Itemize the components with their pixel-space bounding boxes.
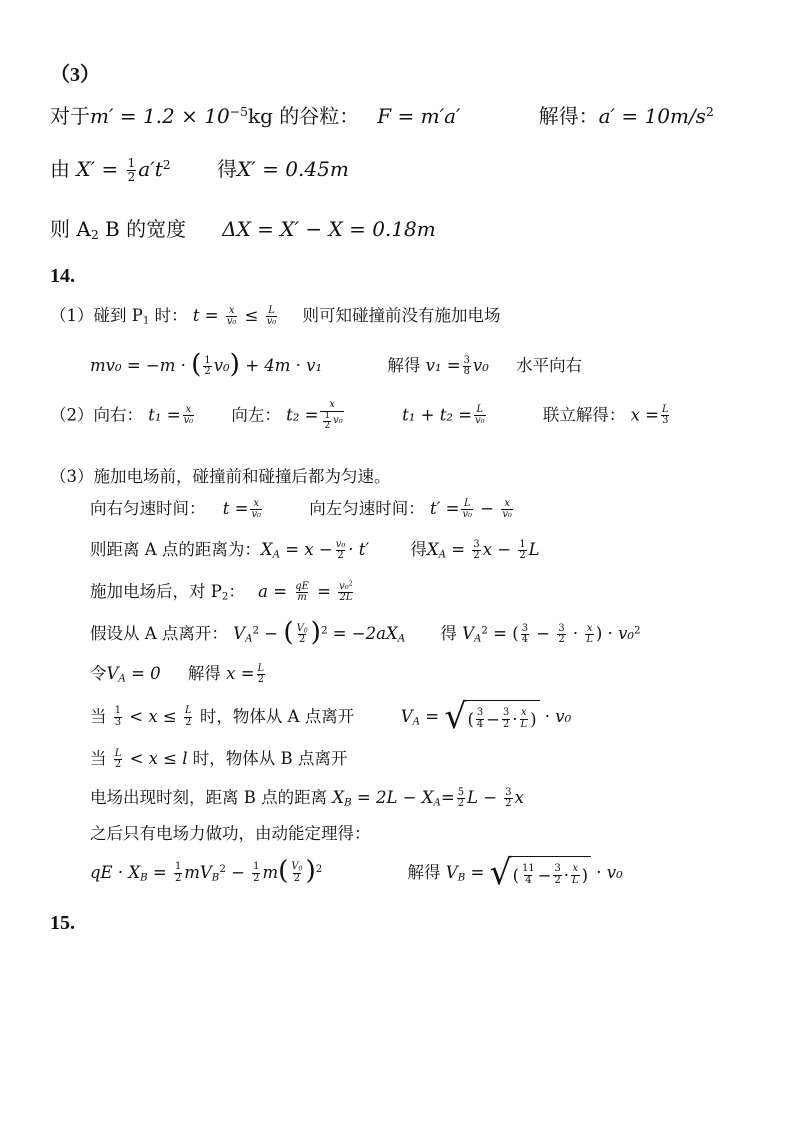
q15-number: 15. [50, 912, 75, 934]
part3-heading: （3） [50, 64, 100, 86]
q14-p1-line1: （1）碰到 $P_1$ 时： t = $\frac{x}{\text{v₀}}$ ≤ $\frac{L}{\text{v₀}}$ 则可知碰撞前没有施加电场 [50, 304, 501, 327]
q14-p3-line5: 假设从 A 点离开： $V_A^2$ − ( $\frac{V_0}{2}$ )$^2 = -2aX_A$ 得 $V_A^2$ = ( $\frac{3}{4}$ − $\frac{3}{2}$ · $\frac{x}{L}$ ) · v₀$^2$ [90, 616, 641, 648]
q14-p3-line6: 令$V_A = 0$ 解得 x = $\frac{L}{2}$ [90, 662, 265, 685]
q14-p3-line4: 施加电场后，对 $P_2$： a = $\frac{qE}{m}$ = $\frac{v_0^2}{2L}$ [90, 580, 353, 603]
q14-p3-line7: 当 $\frac{1}{3}$ < x ≤ $\frac{L}{2}$ 时，物体从 A 点离开 $V_A$ = √ ( 3 4 − 3 2 · x L ) · v₀ [90, 697, 572, 737]
q14-p3-line1: （3）施加电场前，碰撞前和碰撞后都为匀速。 [50, 467, 391, 486]
q14-p1-line2: mv₀ = −m · ( $\frac{1}{2}$ v₀) + 4m · v₁ 解得 v₁ = $\frac{3}{8}$ v₀ 水平向右 [90, 348, 583, 380]
part3-line1: 对于$m' = 1.2 \times 10^{-5}kg$ 的谷粒： F = m′a′ 解得：$a' = 10m/s^2$ [50, 104, 714, 128]
q14-p3-line8: 当 $\frac{L}{2}$ < x ≤ l 时，物体从 B 点离开 [90, 747, 348, 770]
part3-line2: 由 X′ = $\frac{1}{2}$ $a't^2$ 得X′ = 0.45m [50, 156, 349, 184]
q14-p3-line11: qE · $X_B$ = $\frac{1}{2}$ $mV_B^2$ − $\frac{1}{2}$ m( $\frac{V_0}{2}$ )$^2$ 解得 $V_B$ = √ ( 11 4 − 3 2 · x L ) · v₀ [90, 853, 623, 893]
part3-line3: 则 $A_2$ B 的宽度 ΔX = X′ − X = 0.18m [50, 217, 436, 243]
q14-number: 14. [50, 265, 75, 287]
q14-p2-line: （2）向右： t₁ = $\frac{x}{\text{v₀}}$ 向左： t₂ = x 1 2 v₀ t₁ + t₂ = $\frac{L}{\text{v₀}}$ 联立解得： x = $\frac{L}{3}$ [50, 399, 669, 432]
q14-p3-line3: 则距离 A 点的距离为：$X_A = x$ − $\frac{\text{v₀}}{2}$ · t′ 得$X_A$ = $\frac{3}{2}$ x − $\frac{1}{2}$ L [90, 538, 540, 561]
q14-p3-line10: 之后只有电场力做功，由动能定理得： [90, 824, 371, 843]
q14-p3-line9: 电场出现时刻，距离 B 点的距离 $X_B = 2L - X_A=$ $\frac{5}{2}$ L − $\frac{3}{2}$ x [90, 786, 524, 809]
q14-p3-line2: 向右匀速时间： t = $\frac{x}{\text{v₀}}$ 向左匀速时间： t′ = $\frac{L}{\text{v₀}}$ − $\frac{x}{\text{v₀}}$ [90, 497, 512, 520]
